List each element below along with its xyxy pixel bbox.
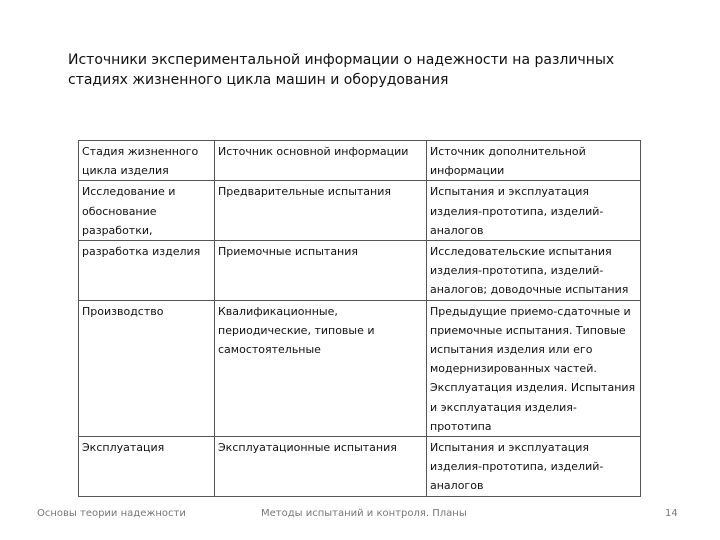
table-row — [79, 181, 641, 241]
main-source-cell: Приемочные испытания — [215, 241, 427, 301]
main-source-cell: Квалификационные, периодические, типовые и самостоятельные — [215, 300, 427, 436]
stage-cell: Эксплуатация — [79, 437, 215, 497]
extra-source-cell: Испытания и эксплуатация изделия-прототипа, изделий- аналогов — [427, 181, 641, 241]
stage-cell: Исследование и обоснование разработки, — [79, 181, 215, 241]
stage-cell: разработка изделия — [79, 241, 215, 301]
table-row — [79, 437, 641, 497]
main-source-cell: Предварительные испытания — [215, 181, 427, 241]
extra-source-cell: Предыдущие приемо-сдаточные и приемочные испытания. Типовые испытания изделия или его модернизированных частей. Эксплуатация изделия. Испытания и эксплуатация изделия-прототипа — [427, 300, 641, 436]
extra-source-cell: Исследовательские испытания изделия-прототипа, изделий- аналогов; доводочные испытания — [427, 241, 641, 301]
footer-lecture-title: Методы испытаний и контроля. Планы — [261, 508, 467, 519]
main-source-cell: Эксплуатационные испытания — [215, 437, 427, 497]
stage-cell: Производство — [79, 300, 215, 436]
page-number: 14 — [665, 508, 678, 519]
reliability-sources-table — [78, 140, 641, 497]
table-row — [79, 300, 641, 436]
slide-title: Источники экспериментальной информации о надежности на различных стадиях жизненного цикла машин и оборудования — [68, 52, 615, 88]
header-main-source: Источник основной информации — [215, 141, 427, 181]
header-stage: Стадия жизненного цикла изделия — [79, 141, 215, 181]
footer-course-title: Основы теории надежности — [37, 508, 186, 519]
header-extra-source: Источник дополнительной информации — [427, 141, 641, 181]
table-row — [79, 241, 641, 301]
extra-source-cell: Испытания и эксплуатация изделия-прототипа, изделий- аналогов — [427, 437, 641, 497]
table-header-row — [79, 141, 641, 181]
